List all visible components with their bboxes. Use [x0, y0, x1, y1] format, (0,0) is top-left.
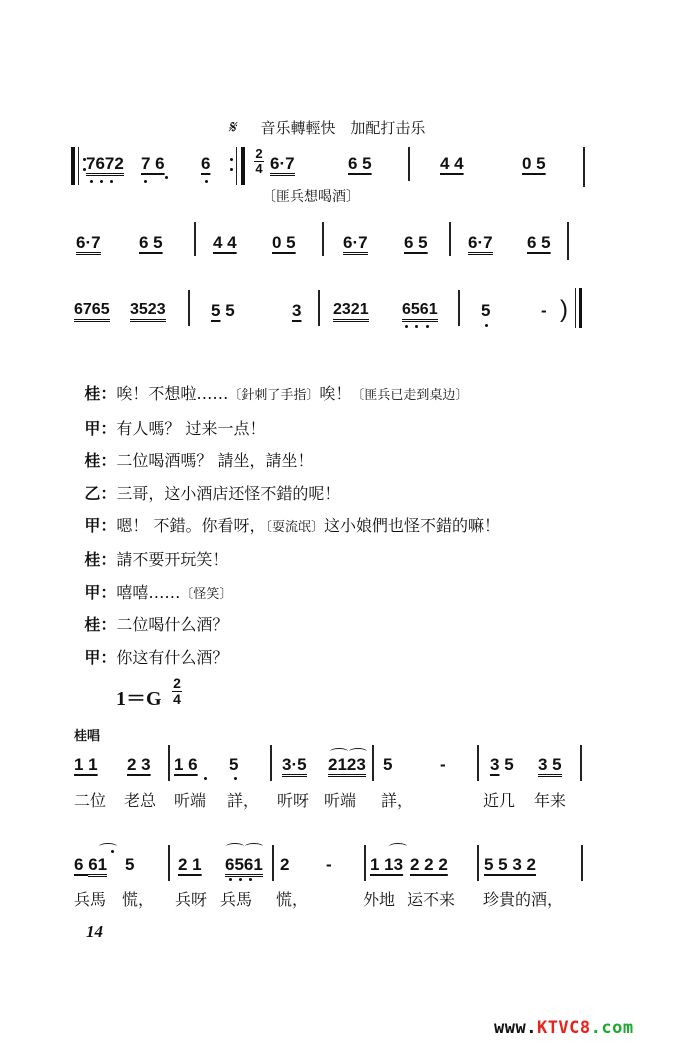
sustain-dash: - [541, 301, 547, 320]
note-group: 6·7 [76, 234, 101, 255]
repeat-start-thick-barline [71, 147, 75, 185]
note-group: 0 5 [522, 154, 546, 173]
barline [580, 745, 582, 781]
repeat-end-thin-barline [236, 147, 237, 185]
lyric: 詳， [381, 791, 414, 810]
note-group: 6765 [74, 301, 110, 322]
sustain-dash: - [440, 755, 446, 774]
slur-icon [99, 843, 117, 850]
barline [188, 290, 190, 326]
barline [477, 745, 479, 781]
direction-percussion: 加配打击乐 [350, 119, 426, 137]
speaker: 甲： [84, 516, 117, 535]
singer-label: 桂唱 [74, 729, 101, 744]
slur-icon [245, 843, 263, 850]
speaker: 桂： [84, 384, 117, 403]
barline [168, 845, 170, 881]
speaker: 乙： [84, 484, 117, 503]
song-time-signature: 2 4 [173, 675, 181, 707]
note-group: 6 5 [139, 233, 163, 252]
note-group: 5 5 [211, 301, 235, 320]
note: 6 [201, 154, 211, 173]
speaker: 甲： [84, 648, 117, 667]
note-group: 7672 [86, 155, 124, 176]
dialogue-line: 桂：二位喝什么酒？ [84, 615, 229, 634]
lyric: 近几 [483, 791, 516, 810]
note-group: 2 3 [127, 755, 151, 774]
note-group: 6 5 [527, 233, 551, 252]
note-group: 3 5 [490, 755, 514, 774]
note-group: 6·7 [343, 234, 368, 255]
barline [272, 845, 274, 881]
note-group: 7 6 [141, 154, 165, 173]
note: 3 [292, 301, 302, 320]
note-group: 4 4 [440, 154, 464, 173]
note-group: 2 2 2 [410, 855, 448, 874]
note-group: 6 5 [348, 154, 372, 173]
slur-icon [226, 843, 244, 850]
watermark-brand: KTVC8 [536, 1018, 591, 1038]
stage-direction: 〔耍流氓〕 [265, 520, 324, 535]
lyric: 詳， [227, 791, 260, 810]
barline [581, 845, 583, 881]
note: 5 [481, 301, 491, 320]
lyric: 慌， [122, 890, 155, 909]
barline [372, 745, 374, 781]
slur-icon [330, 748, 348, 755]
lyric: 外地 [363, 890, 396, 909]
lyric: 听端 [324, 791, 357, 810]
speaker: 桂： [84, 451, 117, 470]
barline [449, 222, 451, 256]
watermark-tld: .com [590, 1018, 634, 1038]
lyric: 珍貴的酒， [483, 890, 564, 909]
note: 5 [125, 855, 135, 874]
lyric: 听呀 [277, 791, 310, 810]
slur-icon [349, 748, 367, 755]
lyric: 听端 [174, 791, 207, 810]
note-group: 6561 [402, 301, 438, 322]
dialogue-line: 甲：有人嗎？ 过来一点！ [84, 419, 266, 438]
note-group: 1 13 [370, 855, 404, 874]
stage-direction: 〔針刺了手指〕 [228, 388, 320, 403]
speaker: 甲： [84, 419, 117, 438]
barline [583, 147, 585, 187]
lyric: 二位 [74, 791, 107, 810]
note-group: 6 61 [74, 855, 107, 874]
speaker: 甲： [84, 583, 117, 602]
dialogue-line: 甲：你这有什么酒？ [84, 648, 229, 667]
direction-tempo: 音乐轉輕快 [260, 119, 336, 137]
note: 5 [229, 755, 239, 774]
barline [194, 222, 196, 256]
lyric: 兵馬 [74, 890, 107, 909]
note-group: 6·7 [270, 155, 295, 176]
lyric: 慌， [276, 890, 309, 909]
note-group: 1 6 [174, 755, 198, 774]
note-group: 1 1 [74, 755, 98, 774]
note-group: 0 5 [272, 233, 296, 252]
key-signature: 1＝G [116, 688, 162, 710]
note: 2 [280, 855, 290, 874]
note-group: 2321 [333, 301, 369, 322]
dialogue-line: 甲：嘻嘻……〔怪笑〕 [84, 583, 233, 602]
note-group: 3·5 [282, 756, 307, 777]
dialogue-line: 甲：嗯！ 不錯。你看呀，〔耍流氓〕这小娘們也怪不錯的嘛！ [84, 516, 500, 535]
note-group: 6 5 [404, 233, 428, 252]
speaker: 桂： [84, 615, 117, 634]
barline [408, 147, 410, 181]
note-group: 2123 [328, 756, 366, 777]
final-thick-barline [579, 288, 582, 328]
barline [270, 745, 272, 781]
dialogue-line: 桂：請不要开玩笑！ [84, 550, 229, 569]
slur-icon [389, 843, 407, 850]
time-signature: 2 4 [255, 146, 263, 176]
close-parenthesis: ) [560, 296, 568, 323]
final-thin-barline [575, 288, 576, 328]
tempo-direction [228, 117, 425, 138]
repeat-start-thin-barline [78, 147, 79, 185]
lyric: 年来 [534, 791, 567, 810]
note: 5 [383, 755, 393, 774]
lyric: 兵呀 [175, 890, 208, 909]
note-group: 2 1 [178, 855, 202, 874]
stage-direction: 〔怪笑〕 [180, 587, 233, 602]
lyric: 兵馬 [220, 890, 253, 909]
speaker: 桂： [84, 550, 117, 569]
note-group: 3523 [130, 301, 166, 322]
sustain-dash: - [326, 855, 332, 874]
barline [318, 290, 320, 326]
barline [168, 745, 170, 781]
barline [458, 290, 460, 326]
dialogue-line: 桂：二位喝酒嗎？ 請坐，請坐！ [84, 451, 314, 470]
barline [322, 222, 324, 256]
watermark-www: www. [494, 1018, 537, 1038]
lyric: 运不来 [407, 890, 456, 909]
note-group: 4 4 [213, 233, 237, 252]
note-group: 6·7 [468, 234, 493, 255]
stage-annotation: 〔匪兵想喝酒〕 [262, 189, 360, 205]
note-group: 5 5 3 2 [484, 855, 536, 874]
barline [477, 845, 479, 881]
page-number: 14 [86, 922, 103, 941]
barline [567, 222, 569, 260]
note-group: 3 5 [538, 756, 562, 777]
stage-direction: 〔匪兵已走到桌边〕 [351, 388, 469, 403]
repeat-end-thick-barline [241, 147, 245, 185]
watermark [494, 1018, 634, 1038]
note-group: 6561 [225, 856, 263, 877]
lyric: 老总 [124, 791, 157, 810]
barline [364, 845, 366, 881]
dialogue-line: 乙：三哥，这小酒店还怪不錯的呢！ [84, 484, 341, 503]
segno-icon: 𝄋 [228, 117, 236, 138]
dialogue-line: 桂：唉！不想啦……〔針刺了手指〕唉！〔匪兵已走到桌边〕 [84, 384, 469, 403]
